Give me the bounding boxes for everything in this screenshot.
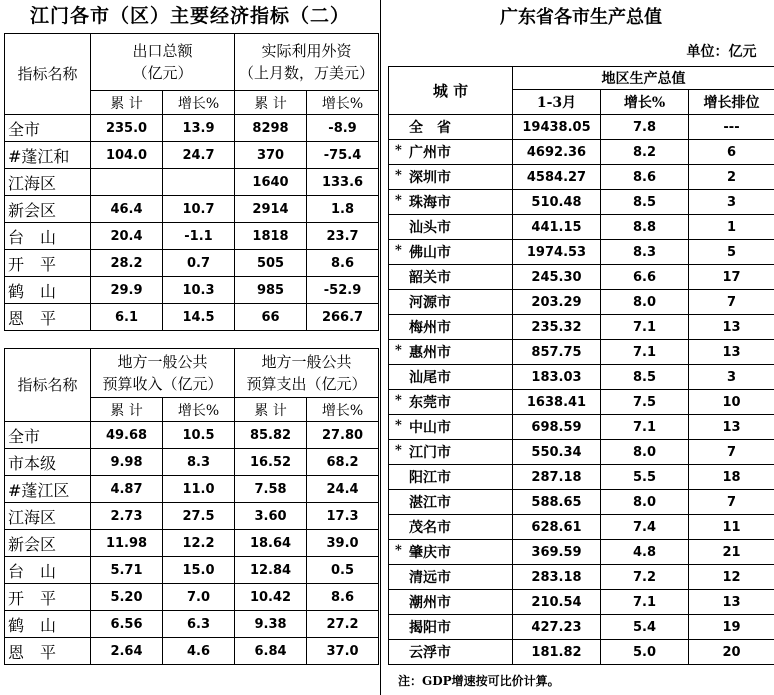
city-name: 中山市 [409, 420, 451, 436]
cell-value: 12.2 [163, 530, 235, 557]
city-cell [389, 415, 513, 440]
cell-value: 10.42 [235, 584, 307, 611]
export-header: 出口总额 （亿元） [91, 34, 235, 91]
city-name: 深圳市 [409, 170, 451, 186]
cell-value: 7.1 [601, 590, 689, 615]
cell-value: 27.80 [307, 422, 379, 449]
cell-value: 283.18 [513, 565, 601, 590]
table-row [389, 565, 774, 590]
cell-value: 133.6 [307, 169, 379, 196]
cell-value: 4.8 [601, 540, 689, 565]
table-row [389, 165, 774, 190]
table-row [389, 140, 774, 165]
city-cell [389, 265, 513, 290]
cell-value: 10.3 [163, 277, 235, 304]
table-row [389, 490, 774, 515]
cell-value: 8.5 [601, 190, 689, 215]
sub-header: 增长% [307, 91, 379, 115]
cell-value: 1 [689, 215, 774, 240]
city-cell [389, 440, 513, 465]
table-row [389, 265, 774, 290]
cell-value: 11 [689, 515, 774, 540]
cell-value: 39.0 [307, 530, 379, 557]
sub-header: 累 计 [235, 398, 307, 422]
guangdong-gdp-panel [388, 0, 774, 695]
city-header: 城 市 [389, 67, 513, 115]
cell-value: 104.0 [91, 142, 163, 169]
cell-value: 857.75 [513, 340, 601, 365]
cell-value: 13 [689, 340, 774, 365]
city-name: 广州市 [409, 145, 451, 161]
cell-value: 85.82 [235, 422, 307, 449]
city-cell [389, 340, 513, 365]
table-row [389, 440, 774, 465]
cell-value: 985 [235, 277, 307, 304]
revenue-header: 地方一般公共 预算收入（亿元） [91, 349, 235, 398]
cell-value: 8.5 [601, 365, 689, 390]
table-row [5, 304, 379, 331]
city-name: 汕头市 [409, 220, 451, 236]
cell-value: 8.0 [601, 290, 689, 315]
city-cell [389, 515, 513, 540]
cell-value: 628.61 [513, 515, 601, 540]
table-row [389, 615, 774, 640]
cell-value: 27.2 [307, 611, 379, 638]
table2-body [5, 422, 379, 665]
cell-value: 7 [689, 290, 774, 315]
asterisk-marker: * [395, 243, 402, 258]
cell-value: 7.4 [601, 515, 689, 540]
cell-value: 1.8 [307, 196, 379, 223]
city-name: 湛江市 [409, 495, 451, 511]
table-row [5, 142, 379, 169]
cell-value: 183.03 [513, 365, 601, 390]
city-cell [389, 315, 513, 340]
cell-value: 7.1 [601, 415, 689, 440]
cell-value: 27.5 [163, 503, 235, 530]
cell-value: 20.4 [91, 223, 163, 250]
cell-value: 6.56 [91, 611, 163, 638]
cell-value: 11.0 [163, 476, 235, 503]
cell-value: -75.4 [307, 142, 379, 169]
cell-value [91, 169, 163, 196]
cell-value: 203.29 [513, 290, 601, 315]
city-name: 云浮市 [409, 645, 451, 661]
gdp-table [388, 36, 774, 665]
cell-value: 588.65 [513, 490, 601, 515]
table-row [389, 340, 774, 365]
city-cell [389, 215, 513, 240]
cell-value: 5.5 [601, 465, 689, 490]
asterisk-marker: * [395, 543, 402, 558]
table-row [5, 503, 379, 530]
cell-value: 369.59 [513, 540, 601, 565]
city-name: 肇庆市 [409, 545, 451, 561]
cell-value: 24.7 [163, 142, 235, 169]
cell-value: 7.8 [601, 115, 689, 140]
table-row [389, 390, 774, 415]
cell-value: 4584.27 [513, 165, 601, 190]
table-row [5, 638, 379, 665]
expenditure-header: 地方一般公共 预算支出（亿元） [235, 349, 379, 398]
cell-value: 7.58 [235, 476, 307, 503]
cell-value: 15.0 [163, 557, 235, 584]
table-row [389, 315, 774, 340]
cell-value [163, 169, 235, 196]
unit-label: 单位：亿元 [513, 36, 774, 67]
cell-value: 550.34 [513, 440, 601, 465]
city-cell [389, 290, 513, 315]
city-name: 全 省 [409, 120, 451, 136]
cell-value: 8.2 [601, 140, 689, 165]
table-row [389, 465, 774, 490]
table-row [389, 215, 774, 240]
row-label: #蓬江和 [5, 142, 91, 169]
table-row [5, 611, 379, 638]
right-title: 广东省各市生产总值 [500, 7, 662, 28]
table-row [5, 530, 379, 557]
sub-header: 1-3月 [513, 90, 601, 115]
table-row [5, 115, 379, 142]
cell-value: 10.7 [163, 196, 235, 223]
asterisk-marker: * [395, 193, 402, 208]
city-name: 茂名市 [409, 520, 451, 536]
city-name: 梅州市 [409, 320, 451, 336]
city-name: 佛山市 [409, 245, 451, 261]
row-label: 开 平 [5, 584, 91, 611]
cell-value: 18 [689, 465, 774, 490]
row-label: #蓬江区 [5, 476, 91, 503]
cell-value: -8.9 [307, 115, 379, 142]
table-row [5, 476, 379, 503]
cell-value: 441.15 [513, 215, 601, 240]
city-cell [389, 540, 513, 565]
cell-value: 5.20 [91, 584, 163, 611]
cell-value: 49.68 [91, 422, 163, 449]
table-row [389, 540, 774, 565]
table-row [389, 240, 774, 265]
table1-body [5, 115, 379, 331]
cell-value: 235.32 [513, 315, 601, 340]
asterisk-marker: * [395, 418, 402, 433]
row-label: 江海区 [5, 169, 91, 196]
sub-header: 增长% [307, 398, 379, 422]
table-row [389, 415, 774, 440]
city-name: 惠州市 [409, 345, 451, 361]
table-row [5, 557, 379, 584]
budget-table [4, 348, 379, 665]
cell-value: 9.98 [91, 449, 163, 476]
cell-value: 287.18 [513, 465, 601, 490]
left-title: 江门各市（区）主要经济指标（二） [29, 5, 350, 27]
cell-value: 17.3 [307, 503, 379, 530]
cell-value: 4692.36 [513, 140, 601, 165]
cell-value: 4.6 [163, 638, 235, 665]
jiangmen-indicators-panel [0, 0, 381, 695]
cell-value: 8.8 [601, 215, 689, 240]
cell-value: 8.0 [601, 490, 689, 515]
table-row [5, 449, 379, 476]
cell-value: -52.9 [307, 277, 379, 304]
city-name: 汕尾市 [409, 370, 451, 386]
city-cell [389, 590, 513, 615]
city-cell [389, 365, 513, 390]
table-row [5, 277, 379, 304]
sub-header: 增长% [163, 398, 235, 422]
cell-value: 46.4 [91, 196, 163, 223]
cell-value: 29.9 [91, 277, 163, 304]
cell-value: 17 [689, 265, 774, 290]
cell-value: 5.71 [91, 557, 163, 584]
export-fdi-table [4, 33, 379, 331]
city-name: 清远市 [409, 570, 451, 586]
cell-value: 6.6 [601, 265, 689, 290]
sub-header: 增长排位 [689, 90, 774, 115]
cell-value: 8.0 [601, 440, 689, 465]
cell-value: 8.6 [601, 165, 689, 190]
cell-value: 13 [689, 315, 774, 340]
sub-header: 增长% [163, 91, 235, 115]
row-label: 全市 [5, 422, 91, 449]
cell-value: 2914 [235, 196, 307, 223]
cell-value: 8.3 [163, 449, 235, 476]
table-row [5, 250, 379, 277]
cell-value: 181.82 [513, 640, 601, 665]
table-row [5, 422, 379, 449]
row-label: 开 平 [5, 250, 91, 277]
cell-value: 1818 [235, 223, 307, 250]
cell-value: 698.59 [513, 415, 601, 440]
cell-value: 12 [689, 565, 774, 590]
cell-value: 8.6 [307, 250, 379, 277]
cell-value: 7 [689, 440, 774, 465]
fdi-header: 实际利用外资 （上月数，万美元） [235, 34, 379, 91]
city-name: 河源市 [409, 295, 451, 311]
cell-value: 37.0 [307, 638, 379, 665]
cell-value: 427.23 [513, 615, 601, 640]
cell-value: 21 [689, 540, 774, 565]
cell-value: 245.30 [513, 265, 601, 290]
city-name: 揭阳市 [409, 620, 451, 636]
row-label: 台 山 [5, 557, 91, 584]
indicator-name-header: 指标名称 [5, 34, 91, 115]
cell-value: 18.64 [235, 530, 307, 557]
cell-value: 8.3 [601, 240, 689, 265]
cell-value: 266.7 [307, 304, 379, 331]
table-row [389, 515, 774, 540]
cell-value: 5.4 [601, 615, 689, 640]
cell-value: 7.0 [163, 584, 235, 611]
cell-value: 370 [235, 142, 307, 169]
cell-value: 13 [689, 590, 774, 615]
city-cell [389, 165, 513, 190]
city-cell [389, 490, 513, 515]
cell-value: 7.2 [601, 565, 689, 590]
sub-header: 增长% [601, 90, 689, 115]
asterisk-marker: * [395, 393, 402, 408]
row-label: 新会区 [5, 530, 91, 557]
table-row [389, 290, 774, 315]
city-cell [389, 465, 513, 490]
city-name: 阳江市 [409, 470, 451, 486]
city-cell [389, 140, 513, 165]
cell-value: 16.52 [235, 449, 307, 476]
cell-value: 11.98 [91, 530, 163, 557]
cell-value: 14.5 [163, 304, 235, 331]
asterisk-marker: * [395, 143, 402, 158]
table-row [389, 190, 774, 215]
sub-header: 累 计 [91, 398, 163, 422]
cell-value: 10.5 [163, 422, 235, 449]
cell-value: 1640 [235, 169, 307, 196]
cell-value: 23.7 [307, 223, 379, 250]
cell-value: 1638.41 [513, 390, 601, 415]
cell-value: 235.0 [91, 115, 163, 142]
city-cell [389, 615, 513, 640]
cell-value: 13.9 [163, 115, 235, 142]
asterisk-marker: * [395, 343, 402, 358]
sub-header: 累 计 [91, 91, 163, 115]
cell-value: 68.2 [307, 449, 379, 476]
cell-value: 19 [689, 615, 774, 640]
city-cell [389, 565, 513, 590]
cell-value: 12.84 [235, 557, 307, 584]
cell-value: 0.7 [163, 250, 235, 277]
row-label: 鹤 山 [5, 611, 91, 638]
cell-value: 6.3 [163, 611, 235, 638]
cell-value: 5 [689, 240, 774, 265]
table-row [5, 584, 379, 611]
row-label: 台 山 [5, 223, 91, 250]
row-label: 鹤 山 [5, 277, 91, 304]
cell-value: 1974.53 [513, 240, 601, 265]
cell-value: --- [689, 115, 774, 140]
gdp-group-header: 地区生产总值 [513, 67, 774, 90]
row-label: 新会区 [5, 196, 91, 223]
row-label: 恩 平 [5, 304, 91, 331]
cell-value: 7.1 [601, 340, 689, 365]
cell-value: 505 [235, 250, 307, 277]
table-row [389, 640, 774, 665]
cell-value: 0.5 [307, 557, 379, 584]
cell-value: 3 [689, 365, 774, 390]
city-cell [389, 390, 513, 415]
row-label: 全市 [5, 115, 91, 142]
cell-value: 2 [689, 165, 774, 190]
cell-value: 3.60 [235, 503, 307, 530]
cell-value: 13 [689, 415, 774, 440]
city-cell [389, 115, 513, 140]
cell-value: 7.5 [601, 390, 689, 415]
cell-value: 6.1 [91, 304, 163, 331]
cell-value: 8298 [235, 115, 307, 142]
cell-value: 7.1 [601, 315, 689, 340]
cell-value: 2.64 [91, 638, 163, 665]
cell-value: 6 [689, 140, 774, 165]
row-label: 恩 平 [5, 638, 91, 665]
row-label: 市本级 [5, 449, 91, 476]
cell-value: 510.48 [513, 190, 601, 215]
city-name: 韶关市 [409, 270, 451, 286]
cell-value: 24.4 [307, 476, 379, 503]
cell-value: 9.38 [235, 611, 307, 638]
city-name: 江门市 [409, 445, 451, 461]
table-row [389, 590, 774, 615]
cell-value: 5.0 [601, 640, 689, 665]
city-cell [389, 240, 513, 265]
gdp-table-body [389, 115, 774, 665]
indicator-name-header: 指标名称 [5, 349, 91, 422]
cell-value: 3 [689, 190, 774, 215]
cell-value: 20 [689, 640, 774, 665]
table-row [5, 169, 379, 196]
cell-value: 10 [689, 390, 774, 415]
sub-header: 累 计 [235, 91, 307, 115]
city-name: 珠海市 [409, 195, 451, 211]
city-cell [389, 640, 513, 665]
city-name: 东莞市 [409, 395, 451, 411]
table-row [5, 223, 379, 250]
table-row [389, 115, 774, 140]
city-name: 潮州市 [409, 595, 451, 611]
city-cell [389, 190, 513, 215]
asterisk-marker: * [395, 168, 402, 183]
cell-value: 4.87 [91, 476, 163, 503]
table-row [5, 196, 379, 223]
cell-value: 2.73 [91, 503, 163, 530]
cell-value: 6.84 [235, 638, 307, 665]
footnote: 注：GDP增速按可比价计算。 [398, 674, 560, 688]
cell-value: 28.2 [91, 250, 163, 277]
cell-value: 8.6 [307, 584, 379, 611]
cell-value: 210.54 [513, 590, 601, 615]
cell-value: 66 [235, 304, 307, 331]
row-label: 江海区 [5, 503, 91, 530]
cell-value: -1.1 [163, 223, 235, 250]
cell-value: 7 [689, 490, 774, 515]
table-row [389, 365, 774, 390]
asterisk-marker: * [395, 443, 402, 458]
cell-value: 19438.05 [513, 115, 601, 140]
